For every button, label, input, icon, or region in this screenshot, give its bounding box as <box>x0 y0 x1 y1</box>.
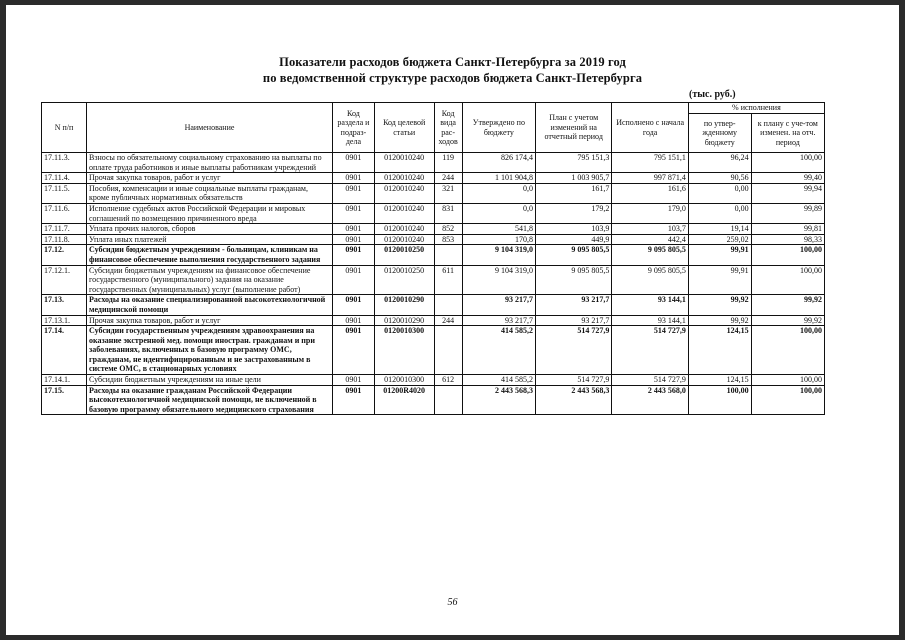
row-kind-code: 321 <box>434 183 462 203</box>
row-pct-budget: 99,91 <box>688 265 751 295</box>
row-plan: 514 727,9 <box>536 326 612 375</box>
row-approved: 0,0 <box>462 203 535 223</box>
table-body <box>42 153 825 415</box>
row-plan: 93 217,7 <box>536 295 612 315</box>
document-title: Показатели расходов бюджета Санкт-Петербурга за 2019 год <box>279 55 626 69</box>
table-row <box>42 375 825 386</box>
row-kind-code: 611 <box>434 265 462 295</box>
row-approved: 9 104 319,0 <box>462 245 535 265</box>
row-section-code: 0901 <box>332 153 374 173</box>
row-pct-plan: 100,00 <box>751 245 824 265</box>
header-approved: Утверждено по бюджету <box>462 103 535 153</box>
table-row <box>42 245 825 265</box>
row-number: 17.11.3. <box>42 153 87 173</box>
row-name: Пособия, компенсации и иные социальные выплаты гражданам, кроме публичных нормативных обязательств <box>87 183 333 203</box>
row-pct-budget: 19,14 <box>688 224 751 235</box>
row-plan: 9 095 805,5 <box>536 265 612 295</box>
row-number: 17.12.1. <box>42 265 87 295</box>
table-row <box>42 385 825 415</box>
row-pct-budget: 124,15 <box>688 375 751 386</box>
row-pct-plan: 99,40 <box>751 173 824 184</box>
row-pct-budget: 259,02 <box>688 234 751 245</box>
row-name: Взносы по обязательному социальному страхованию на выплаты по оплате труда работников и иные выплаты работникам учреждений <box>87 153 333 173</box>
row-section-code: 0901 <box>332 203 374 223</box>
row-executed: 93 144,1 <box>612 295 688 315</box>
row-pct-budget: 96,24 <box>688 153 751 173</box>
row-approved: 414 585,2 <box>462 326 535 375</box>
table-row <box>42 203 825 223</box>
row-plan: 9 095 805,5 <box>536 245 612 265</box>
row-section-code: 0901 <box>332 385 374 415</box>
row-target-code: 0120010290 <box>374 295 434 315</box>
row-kind-code <box>434 326 462 375</box>
row-section-code: 0901 <box>332 265 374 295</box>
row-name: Прочая закупка товаров, работ и услуг <box>87 173 333 184</box>
row-target-code: 01200R4020 <box>374 385 434 415</box>
row-executed: 514 727,9 <box>612 375 688 386</box>
row-name: Субсидии бюджетным учреждениям на финансовое обеспечение государственного (муниципального) задания на оказание государственных (муниципальных) услуг (выполнение работ) <box>87 265 333 295</box>
row-executed: 179,0 <box>612 203 688 223</box>
row-executed: 2 443 568,0 <box>612 385 688 415</box>
page-number: 56 <box>447 597 458 608</box>
header-pct-group: % исполнения <box>688 103 824 114</box>
row-target-code: 0120010240 <box>374 224 434 235</box>
row-name: Уплата прочих налогов, сборов <box>87 224 333 235</box>
header-name: Наименование <box>87 103 333 153</box>
table-row <box>42 173 825 184</box>
table-row <box>42 224 825 235</box>
row-plan: 449,9 <box>536 234 612 245</box>
row-pct-budget: 90,56 <box>688 173 751 184</box>
table-row <box>42 295 825 315</box>
row-plan: 1 003 905,7 <box>536 173 612 184</box>
row-pct-plan: 99,81 <box>751 224 824 235</box>
document-subtitle: по ведомственной структуре расходов бюджета Санкт-Петербурга <box>262 71 643 85</box>
row-plan: 179,2 <box>536 203 612 223</box>
row-pct-plan: 100,00 <box>751 385 824 415</box>
row-section-code: 0901 <box>332 173 374 184</box>
row-kind-code <box>434 385 462 415</box>
row-target-code: 0120010290 <box>374 315 434 326</box>
header-plan: План с учетом изменений на отчетный период <box>536 103 612 153</box>
row-pct-budget: 100,00 <box>688 385 751 415</box>
row-plan: 795 151,3 <box>536 153 612 173</box>
row-kind-code: 853 <box>434 234 462 245</box>
table-row <box>42 183 825 203</box>
row-executed: 997 871,4 <box>612 173 688 184</box>
row-executed: 9 095 805,5 <box>612 265 688 295</box>
row-pct-budget: 99,92 <box>688 315 751 326</box>
budget-table <box>41 102 825 415</box>
header-executed: Исполнено с начала года <box>612 103 688 153</box>
row-pct-budget: 124,15 <box>688 326 751 375</box>
row-approved: 170,8 <box>462 234 535 245</box>
row-approved: 0,0 <box>462 183 535 203</box>
row-section-code: 0901 <box>332 183 374 203</box>
table-row <box>42 326 825 375</box>
header-pct-plan: к плану с уче-том изменен. на отч. период <box>751 114 824 153</box>
header-num: N п/п <box>42 103 87 153</box>
header-target: Код целевой статьи <box>374 103 434 153</box>
table-row <box>42 153 825 173</box>
header-section: Код раздела и подраз-дела <box>332 103 374 153</box>
table-row <box>42 234 825 245</box>
row-plan: 103,9 <box>536 224 612 235</box>
row-number: 17.14. <box>42 326 87 375</box>
row-section-code: 0901 <box>332 315 374 326</box>
row-name: Субсидии бюджетным учреждениям - больницам, клиникам на финансовое обеспечение выполнения государственного задания <box>87 245 333 265</box>
row-pct-budget: 0,00 <box>688 183 751 203</box>
row-number: 17.11.6. <box>42 203 87 223</box>
header-pct-budget: по утвер-жденному бюджету <box>688 114 751 153</box>
row-kind-code: 244 <box>434 315 462 326</box>
row-section-code: 0901 <box>332 326 374 375</box>
row-executed: 795 151,1 <box>612 153 688 173</box>
header-kind: Код вида рас-ходов <box>434 103 462 153</box>
row-approved: 414 585,2 <box>462 375 535 386</box>
row-number: 17.11.7. <box>42 224 87 235</box>
row-plan: 514 727,9 <box>536 375 612 386</box>
row-target-code: 0120010300 <box>374 326 434 375</box>
row-approved: 541,8 <box>462 224 535 235</box>
units-label: (тыс. руб.) <box>689 89 736 100</box>
row-number: 17.13. <box>42 295 87 315</box>
row-kind-code: 244 <box>434 173 462 184</box>
row-pct-plan: 99,89 <box>751 203 824 223</box>
row-pct-plan: 98,33 <box>751 234 824 245</box>
row-approved: 93 217,7 <box>462 295 535 315</box>
row-section-code: 0901 <box>332 234 374 245</box>
row-pct-plan: 100,00 <box>751 265 824 295</box>
row-approved: 826 174,4 <box>462 153 535 173</box>
row-target-code: 0120010250 <box>374 265 434 295</box>
row-pct-plan: 99,92 <box>751 295 824 315</box>
row-number: 17.14.1. <box>42 375 87 386</box>
row-pct-plan: 100,00 <box>751 326 824 375</box>
row-target-code: 0120010240 <box>374 153 434 173</box>
row-section-code: 0901 <box>332 375 374 386</box>
table-row <box>42 265 825 295</box>
row-name: Уплата иных платежей <box>87 234 333 245</box>
row-section-code: 0901 <box>332 245 374 265</box>
row-pct-plan: 99,94 <box>751 183 824 203</box>
row-target-code: 0120010240 <box>374 173 434 184</box>
row-pct-plan: 100,00 <box>751 153 824 173</box>
row-kind-code: 612 <box>434 375 462 386</box>
row-number: 17.11.5. <box>42 183 87 203</box>
row-approved: 1 101 904,8 <box>462 173 535 184</box>
row-name: Расходы на оказание гражданам Российской Федерации высокотехнологичной медицинской помощи, не включенной в базовую программу обязательного медицинского страхования <box>87 385 333 415</box>
row-kind-code: 852 <box>434 224 462 235</box>
row-plan: 2 443 568,3 <box>536 385 612 415</box>
row-target-code: 0120010300 <box>374 375 434 386</box>
row-name: Расходы на оказание специализированной высокотехнологичной медицинской помощи <box>87 295 333 315</box>
row-kind-code: 831 <box>434 203 462 223</box>
table-header <box>42 103 825 153</box>
document-page <box>6 5 899 635</box>
row-pct-budget: 0,00 <box>688 203 751 223</box>
row-kind-code <box>434 295 462 315</box>
row-executed: 93 144,1 <box>612 315 688 326</box>
row-number: 17.15. <box>42 385 87 415</box>
row-number: 17.11.8. <box>42 234 87 245</box>
row-pct-plan: 100,00 <box>751 375 824 386</box>
row-executed: 9 095 805,5 <box>612 245 688 265</box>
row-kind-code: 119 <box>434 153 462 173</box>
row-pct-plan: 99,92 <box>751 315 824 326</box>
row-pct-budget: 99,92 <box>688 295 751 315</box>
row-target-code: 0120010240 <box>374 203 434 223</box>
row-target-code: 0120010240 <box>374 234 434 245</box>
row-number: 17.11.4. <box>42 173 87 184</box>
row-executed: 161,6 <box>612 183 688 203</box>
row-plan: 161,7 <box>536 183 612 203</box>
row-executed: 442,4 <box>612 234 688 245</box>
row-section-code: 0901 <box>332 295 374 315</box>
row-approved: 9 104 319,0 <box>462 265 535 295</box>
row-name: Исполнение судебных актов Российской Федерации и мировых соглашений по возмещению причиненного вреда <box>87 203 333 223</box>
row-executed: 103,7 <box>612 224 688 235</box>
row-number: 17.12. <box>42 245 87 265</box>
row-target-code: 0120010240 <box>374 183 434 203</box>
row-kind-code <box>434 245 462 265</box>
row-approved: 2 443 568,3 <box>462 385 535 415</box>
row-name: Субсидии государственным учреждениям здравоохранения на оказание экстренной мед. помощи иностран. гражданам и при заболеваниях, включенных в базовую программу ОМС, гражданам, не идентифицированным и не застрахованным в системе ОМС, в стационарных условиях <box>87 326 333 375</box>
table-row <box>42 315 825 326</box>
row-plan: 93 217,7 <box>536 315 612 326</box>
row-name: Субсидии бюджетным учреждениям на иные цели <box>87 375 333 386</box>
row-section-code: 0901 <box>332 224 374 235</box>
row-executed: 514 727,9 <box>612 326 688 375</box>
row-pct-budget: 99,91 <box>688 245 751 265</box>
row-target-code: 0120010250 <box>374 245 434 265</box>
row-approved: 93 217,7 <box>462 315 535 326</box>
row-number: 17.13.1. <box>42 315 87 326</box>
row-name: Прочая закупка товаров, работ и услуг <box>87 315 333 326</box>
